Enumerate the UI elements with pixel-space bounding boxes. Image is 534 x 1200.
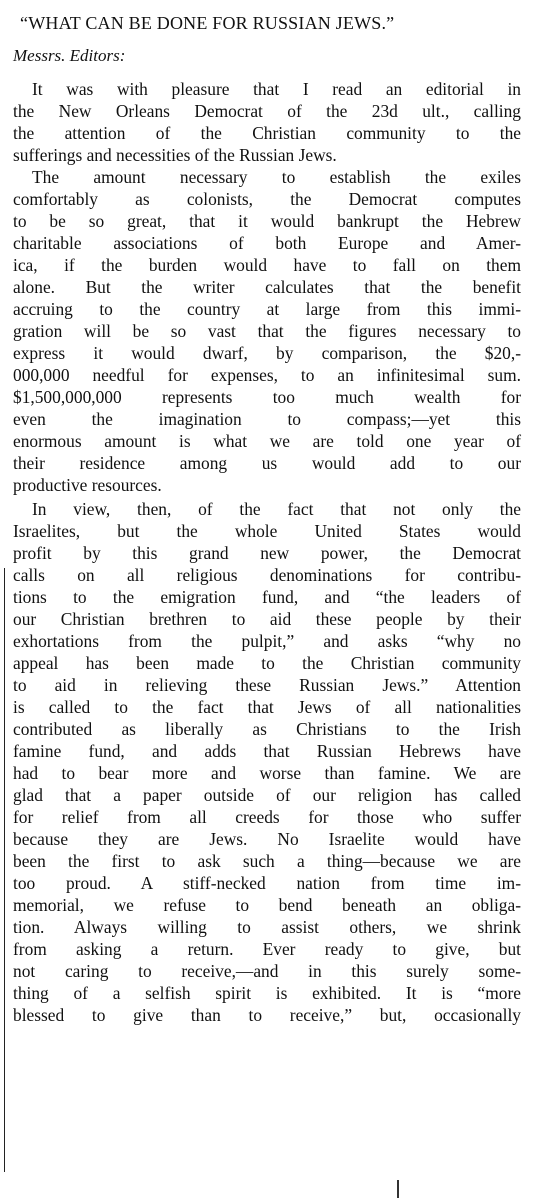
text-line: memorial, we refuse to bend beneath an obliga-	[13, 895, 521, 915]
text-line: famine fund, and adds that Russian Hebrews have	[13, 741, 521, 761]
text-line: is called to the fact that Jews of all nationalities	[13, 697, 521, 717]
text-line: ica, if the burden would have to fall on them	[13, 255, 521, 275]
column-end-mark	[397, 1180, 399, 1198]
text-line: productive resources.	[13, 475, 162, 495]
text-line: the attention of the Christian community to the	[13, 123, 521, 143]
text-line: tions to the emigration fund, and “the leaders of	[13, 587, 521, 607]
text-line: gration will be so vast that the figures necessary to	[13, 321, 521, 341]
text-line: contributed as liberally as Christians to the Irish	[13, 719, 521, 739]
text-line: enormous amount is what we are told one year of	[13, 431, 521, 451]
text-line: blessed to give than to receive,” but, occasionally	[13, 1005, 521, 1025]
text-line: too proud. A stiff-necked nation from time im-	[13, 873, 521, 893]
text-line: 000,000 needful for expenses, to an infinitesimal sum.	[13, 365, 521, 385]
text-line: our Christian brethren to aid these people by their	[13, 609, 521, 629]
text-line: to be so great, that it would bankrupt the Hebrew	[13, 211, 521, 231]
text-line: thing of a selfish spirit is exhibited. It is “more	[13, 983, 521, 1003]
column-rule	[4, 568, 5, 1172]
text-line: accruing to the country at large from this immi-	[13, 299, 521, 319]
text-line: even the imagination to compass;—yet this	[13, 409, 521, 429]
text-line: the New Orleans Democrat of the 23d ult., calling	[13, 101, 521, 121]
text-line: Israelites, but the whole United States would	[13, 521, 521, 541]
text-line: their residence among us would add to our	[13, 453, 521, 473]
text-line: had to bear more and worse than famine. We are	[13, 763, 521, 783]
text-line: express it would dwarf, by comparison, the $20,-	[13, 343, 521, 363]
text-line: glad that a paper outside of our religion has called	[13, 785, 521, 805]
text-line: not caring to receive,—and in this surely some-	[13, 961, 521, 981]
text-line: to aid in relieving these Russian Jews.” Attention	[13, 675, 521, 695]
text-line: for relief from all creeds for those who suffer	[13, 807, 521, 827]
text-line: In view, then, of the fact that not only the	[32, 499, 521, 519]
text-line: $1,500,000,000 represents too much wealth for	[13, 387, 521, 407]
article-headline: “WHAT CAN BE DONE FOR RUSSIAN JEWS.”	[20, 13, 395, 33]
text-line: The amount necessary to establish the exiles	[32, 167, 521, 187]
text-line: exhortations from the pulpit,” and asks “why no	[13, 631, 521, 651]
text-line: because they are Jews. No Israelite would have	[13, 829, 521, 849]
text-line: tion. Always willing to assist others, we shrink	[13, 917, 521, 937]
text-line: sufferings and necessities of the Russian Jews.	[13, 145, 337, 165]
text-line: profit by this grand new power, the Democrat	[13, 543, 521, 563]
text-line: It was with pleasure that I read an editorial in	[32, 79, 521, 99]
text-line: appeal has been made to the Christian community	[13, 653, 521, 673]
text-line: from asking a return. Ever ready to give, but	[13, 939, 521, 959]
text-line: been the first to ask such a thing—because we are	[13, 851, 521, 871]
salutation: Messrs. Editors:	[13, 46, 126, 65]
text-line: charitable associations of both Europe and Amer-	[13, 233, 521, 253]
text-line: alone. But the writer calculates that the benefit	[13, 277, 521, 297]
text-line: comfortably as colonists, the Democrat computes	[13, 189, 521, 209]
text-line: calls on all religious denominations for contribu-	[13, 565, 521, 585]
